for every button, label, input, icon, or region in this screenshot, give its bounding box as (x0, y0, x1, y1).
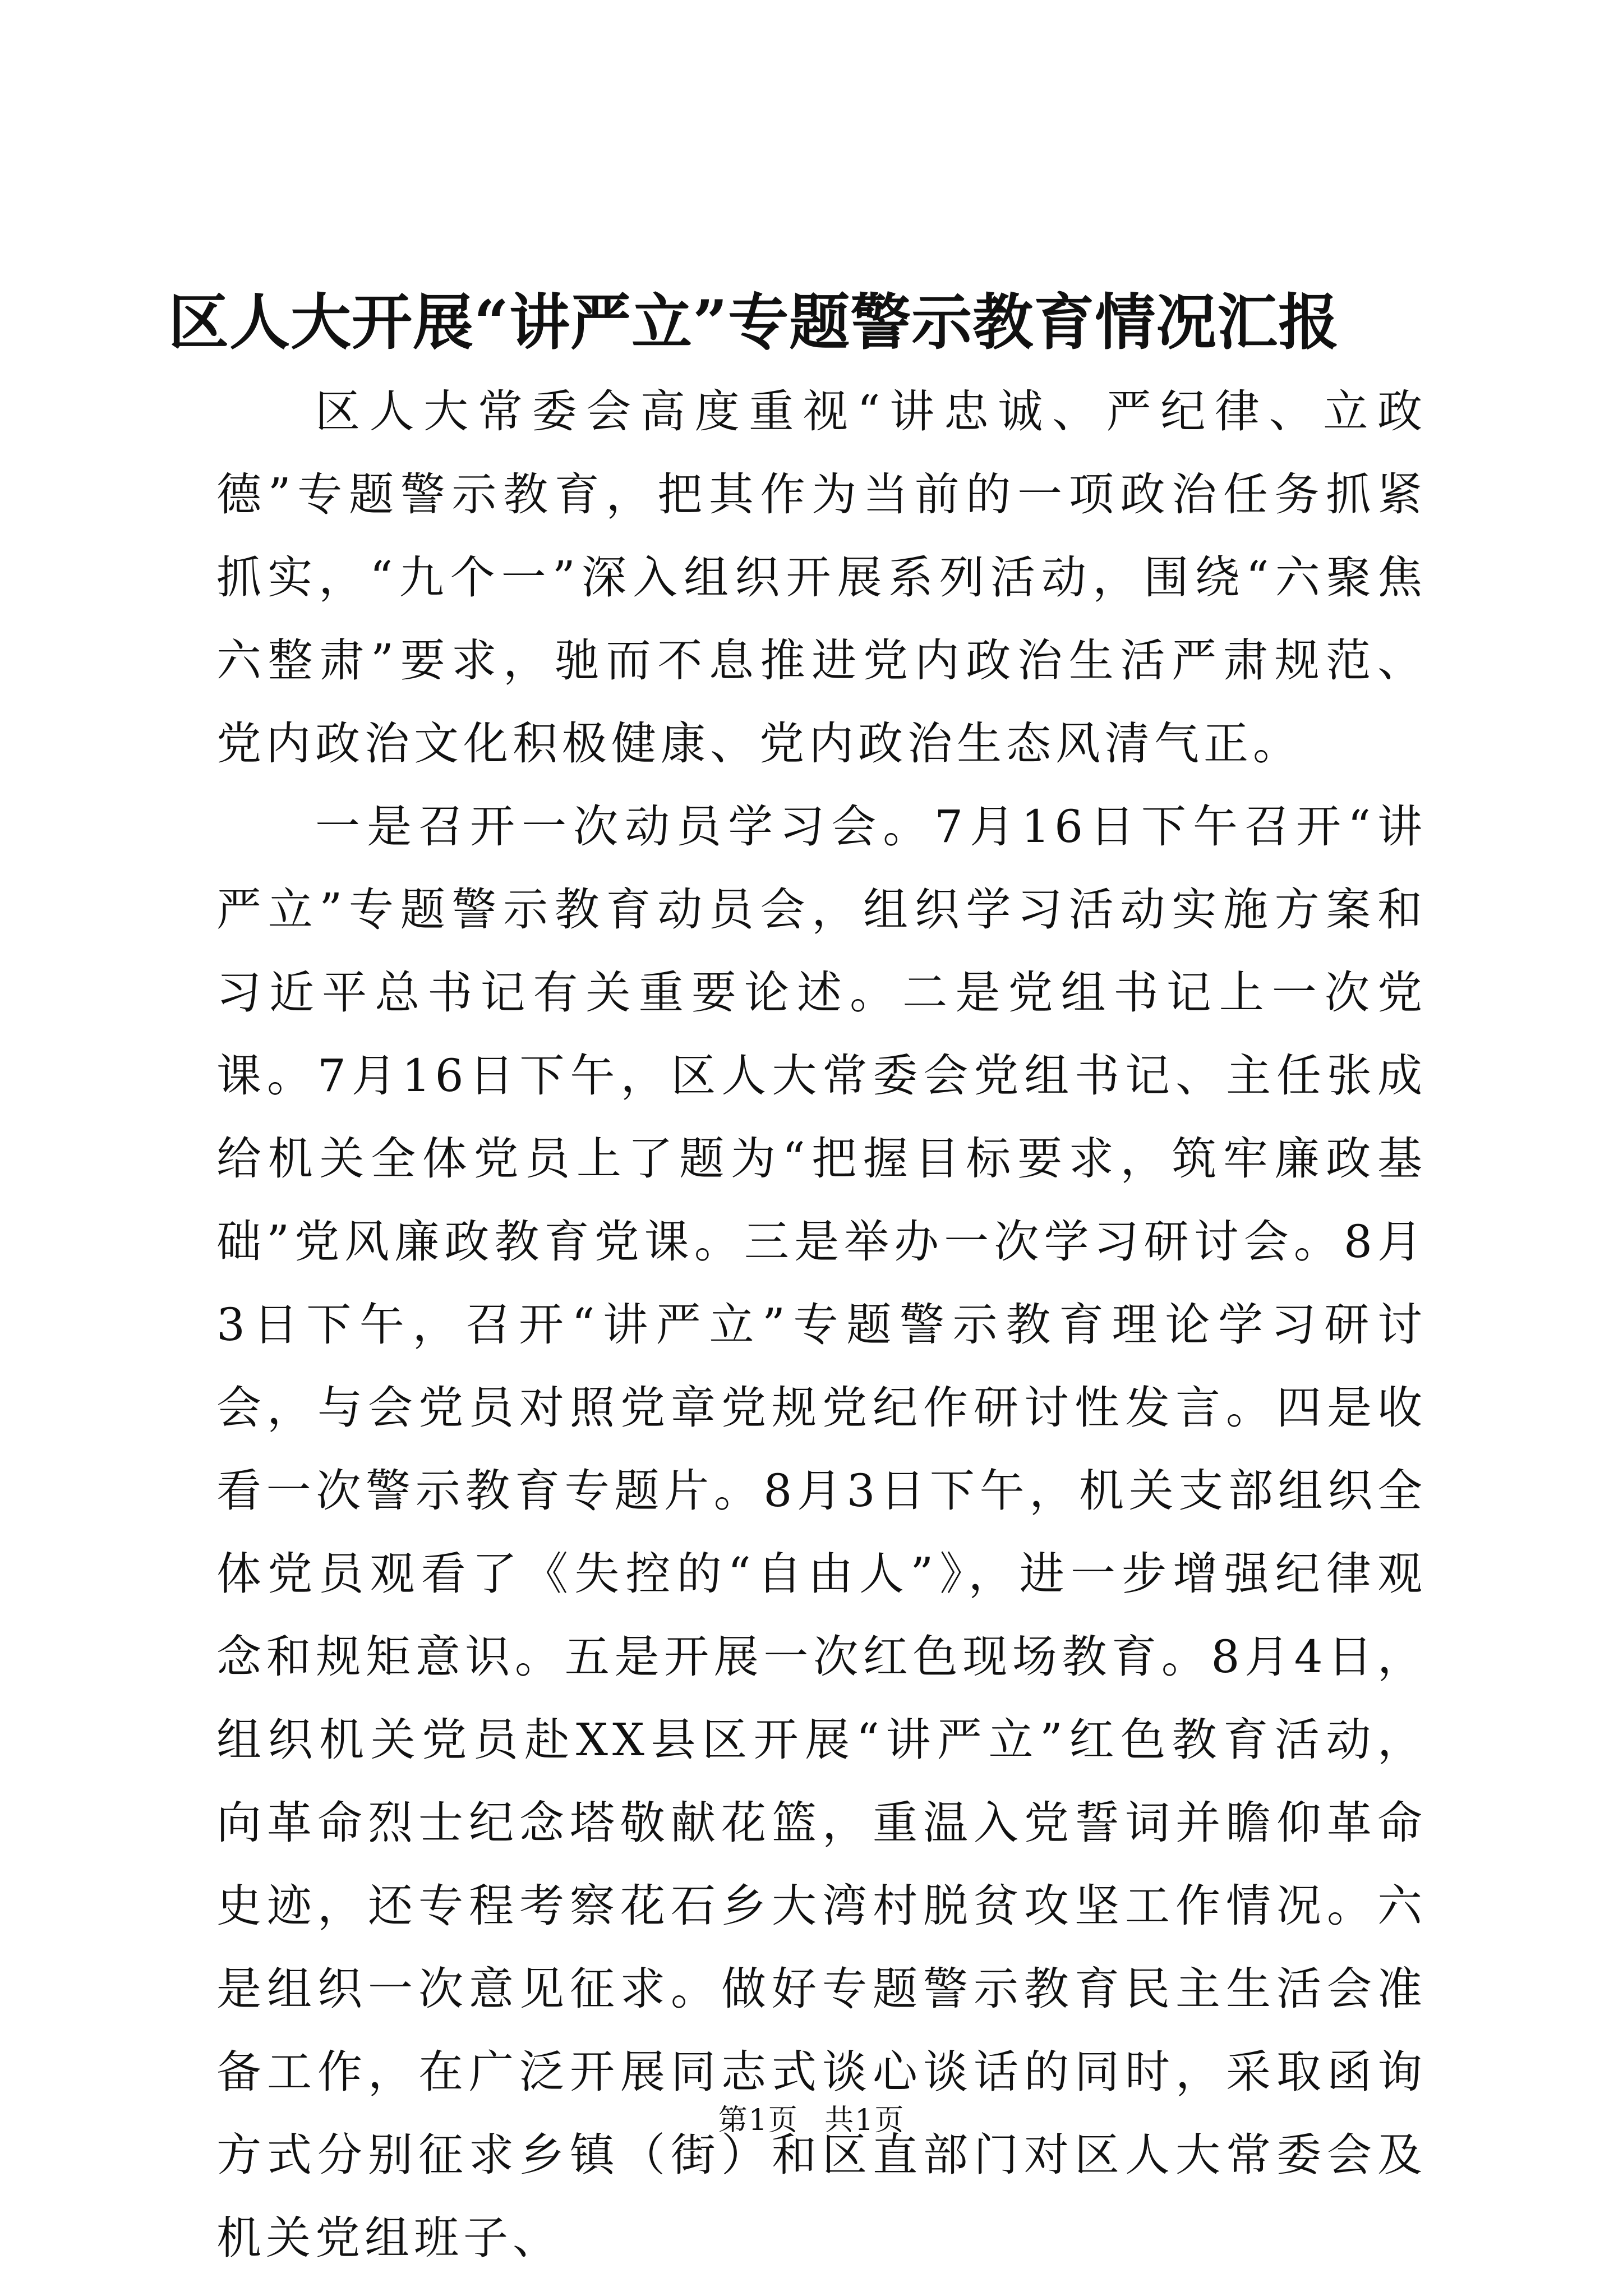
document-body (216, 370, 1427, 2280)
page-number-total: 共1页 (824, 2104, 905, 2137)
document-title: 区人大开展“讲严立”专题警示教育情况汇报 (168, 287, 1340, 358)
page-number-current: 第1页 (718, 2104, 799, 2137)
paragraph-activities: 一是召开一次动员学习会。7月16日下午召开“讲严立”专题警示教育动员会，组织学习活动实施方案和习近平总书记有关重要论述。二是党组书记上一次党课。7月16日下午，区人大常委会党组书记、主任张成给机关全体党员上了题为“把握目标要求，筑牢廉政基础”党风廉政教育党课。三是举办一次学习研讨会。8月3日下午，召开“讲严立”专题警示教育理论学习研讨会，与会党员对照党章党规党纪作研讨性发言。四是收看一次警示教育专题片。8月3日下午，机关支部组织全体党员观看了《失控的“自由人”》，进一步增强纪律观念和规矩意识。五是开展一次红色现场教育。8月4日，组织机关党员赴XX县区开展“讲严立”红色教育活动，向革命烈士纪念塔敬献花篮，重温入党誓词并瞻仰革命史迹，还专程考察花石乡大湾村脱贫攻坚工作情况。六是组织一次意见征求。做好专题警示教育民主生活会准备工作，在广泛开展同志式谈心谈话的同时，采取函询方式分别征求乡镇（街）和区直部门对区人大常委会及机关党组班子、 (216, 800, 1427, 2264)
paragraph-intro: 区人大常委会高度重视“讲忠诚、严纪律、立政德”专题警示教育，把其作为当前的一项政治任务抓紧抓实，“九个一”深入组织开展系列活动，围绕“六聚焦六整肃”要求，驰而不息推进党内政治生活严肃规范、党内政治文化积极健康、党内政治生态风清气正。 (216, 385, 1427, 770)
page-footer (0, 2101, 1623, 2140)
